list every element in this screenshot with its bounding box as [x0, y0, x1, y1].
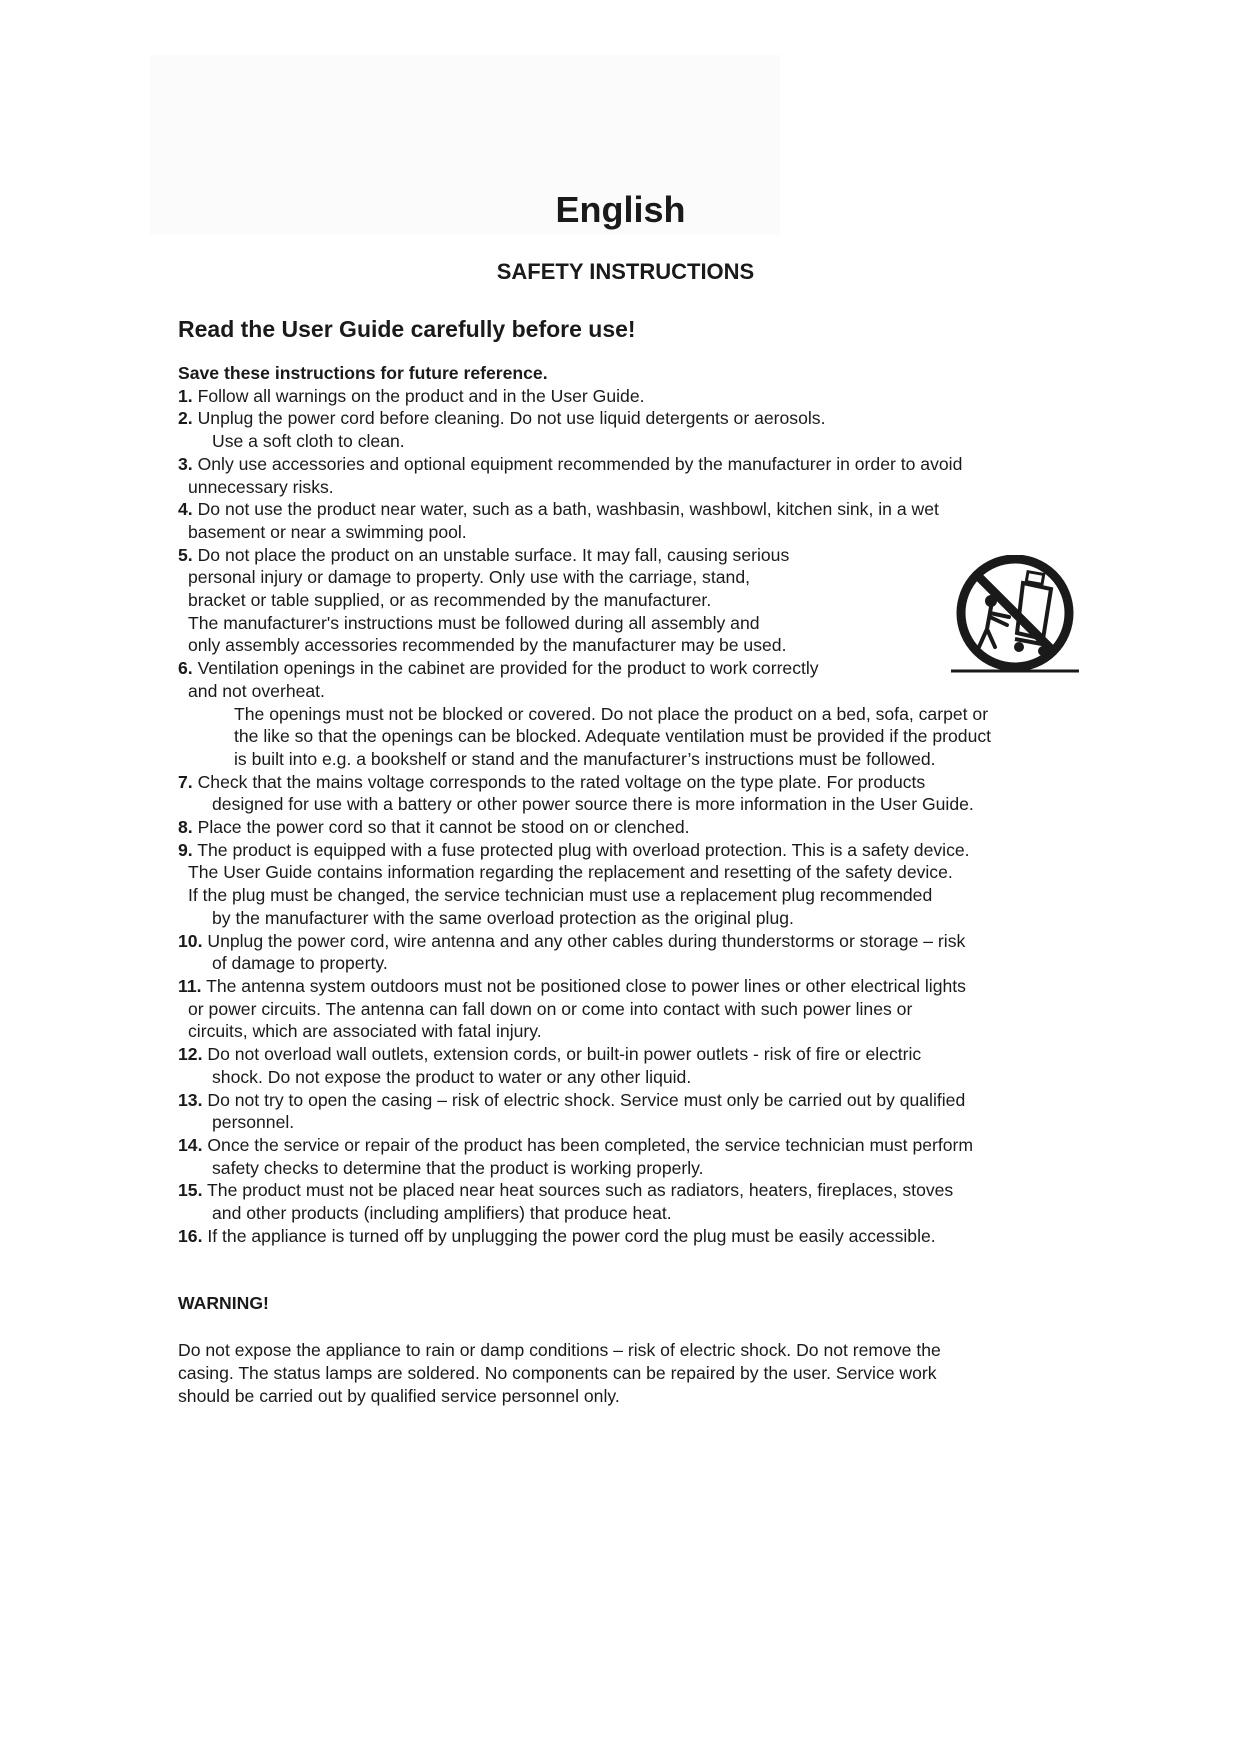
lead-warning: Read the User Guide carefully before use!	[178, 316, 636, 342]
instruction-15-cont: and other products (including amplifiers) that produce heat.	[212, 1203, 672, 1224]
warning-title: WARNING!	[178, 1293, 269, 1314]
instruction-9-cont: The User Guide contains information regarding the replacement and resetting of the safety device.	[188, 862, 953, 883]
instruction-14-cont: safety checks to determine that the product is working properly.	[212, 1157, 704, 1178]
instruction-13-cont: personnel.	[212, 1112, 295, 1133]
instruction-6-cont: The openings must not be blocked or covered. Do not place the product on a bed, sofa, carpet or	[234, 703, 989, 724]
instruction-7: 7. Check that the mains voltage corresponds to the rated voltage on the type plate. For products	[178, 771, 926, 792]
instruction-8: 8. Place the power cord so that it cannot be stood on or clenched.	[178, 817, 690, 838]
language-title: English	[555, 189, 686, 230]
instruction-12-cont: shock. Do not expose the product to water or any other liquid.	[212, 1066, 692, 1087]
instruction-2-cont: Use a soft cloth to clean.	[212, 431, 405, 452]
instruction-6-cont: the like so that the openings can be blocked. Adequate ventilation must be provided if the product	[234, 726, 992, 747]
instruction-9-cont: by the manufacturer with the same overload protection as the original plug.	[212, 907, 794, 928]
save-note: Save these instructions for future reference.	[178, 363, 548, 383]
instruction-11: 11. The antenna system outdoors must not be positioned close to power lines or other electrical lights	[178, 975, 966, 996]
instruction-6-cont: and not overheat.	[188, 680, 325, 701]
instruction-6-cont: is built into e.g. a bookshelf or stand and the manufacturer’s instructions must be followed.	[234, 748, 936, 769]
warning-text-line: Do not expose the appliance to rain or damp conditions – risk of electric shock. Do not remove the	[178, 1340, 941, 1361]
instruction-12: 12. Do not overload wall outlets, extension cords, or built-in power outlets - risk of fire or electric	[178, 1044, 922, 1065]
instruction-14: 14. Once the service or repair of the product has been completed, the service technician must perform	[178, 1134, 974, 1155]
instruction-13: 13. Do not try to open the casing – risk of electric shock. Service must only be carried out by qualified	[178, 1089, 966, 1110]
instruction-9-cont: If the plug must be changed, the service technician must use a replacement plug recommended	[188, 885, 933, 906]
instructions-body	[178, 362, 1078, 1407]
instruction-5: 5. Do not place the product on an unstable surface. It may fall, causing serious	[178, 544, 790, 565]
instruction-6: 6. Ventilation openings in the cabinet are provided for the product to work correctly	[178, 658, 819, 679]
instruction-5-cont: only assembly accessories recommended by the manufacturer may be used.	[188, 635, 787, 656]
instruction-4-cont: basement or near a swimming pool.	[188, 521, 467, 542]
instruction-10-cont: of damage to property.	[212, 953, 388, 974]
warning-text-line: should be carried out by qualified service personnel only.	[178, 1385, 620, 1406]
instruction-10: 10. Unplug the power cord, wire antenna and any other cables during thunderstorms or storage – risk	[178, 930, 966, 951]
instruction-7-cont: designed for use with a battery or other power source there is more information in the User Guide.	[212, 794, 974, 815]
instruction-11-cont: or power circuits. The antenna can fall down on or come into contact with such power lines or	[188, 998, 913, 1019]
instruction-5-cont: The manufacturer's instructions must be followed during all assembly and	[188, 612, 760, 633]
instruction-16: 16. If the appliance is turned off by unplugging the power cord the plug must be easily accessible.	[178, 1225, 936, 1246]
instruction-3: 3. Only use accessories and optional equipment recommended by the manufacturer in order to avoid	[178, 453, 963, 474]
warning-text-line: casing. The status lamps are soldered. No components can be repaired by the user. Service work	[178, 1362, 937, 1383]
section-spacer	[178, 1315, 1078, 1339]
instruction-9: 9. The product is equipped with a fuse protected plug with overload protection. This is a safety device.	[178, 839, 970, 860]
instruction-2: 2. Unplug the power cord before cleaning. Do not use liquid detergents or aerosols.	[178, 408, 826, 429]
instruction-11-cont: circuits, which are associated with fatal injury.	[188, 1021, 542, 1042]
instruction-5-cont: bracket or table supplied, or as recommended by the manufacturer.	[188, 590, 712, 611]
instruction-15: 15. The product must not be placed near heat sources such as radiators, heaters, fireplaces, stoves	[178, 1180, 954, 1201]
section-spacer	[178, 1247, 1078, 1292]
safety-heading: SAFETY INSTRUCTIONS	[496, 259, 755, 284]
instruction-4: 4. Do not use the product near water, such as a bath, washbasin, washbowl, kitchen sink, in a wet	[178, 499, 939, 520]
instruction-3-cont: unnecessary risks.	[188, 476, 334, 497]
cart-tip-over-warning-icon	[935, 555, 1095, 680]
instruction-5-cont: personal injury or damage to property. Only use with the carriage, stand,	[188, 567, 750, 588]
instruction-1: 1. Follow all warnings on the product and in the User Guide.	[178, 385, 645, 406]
